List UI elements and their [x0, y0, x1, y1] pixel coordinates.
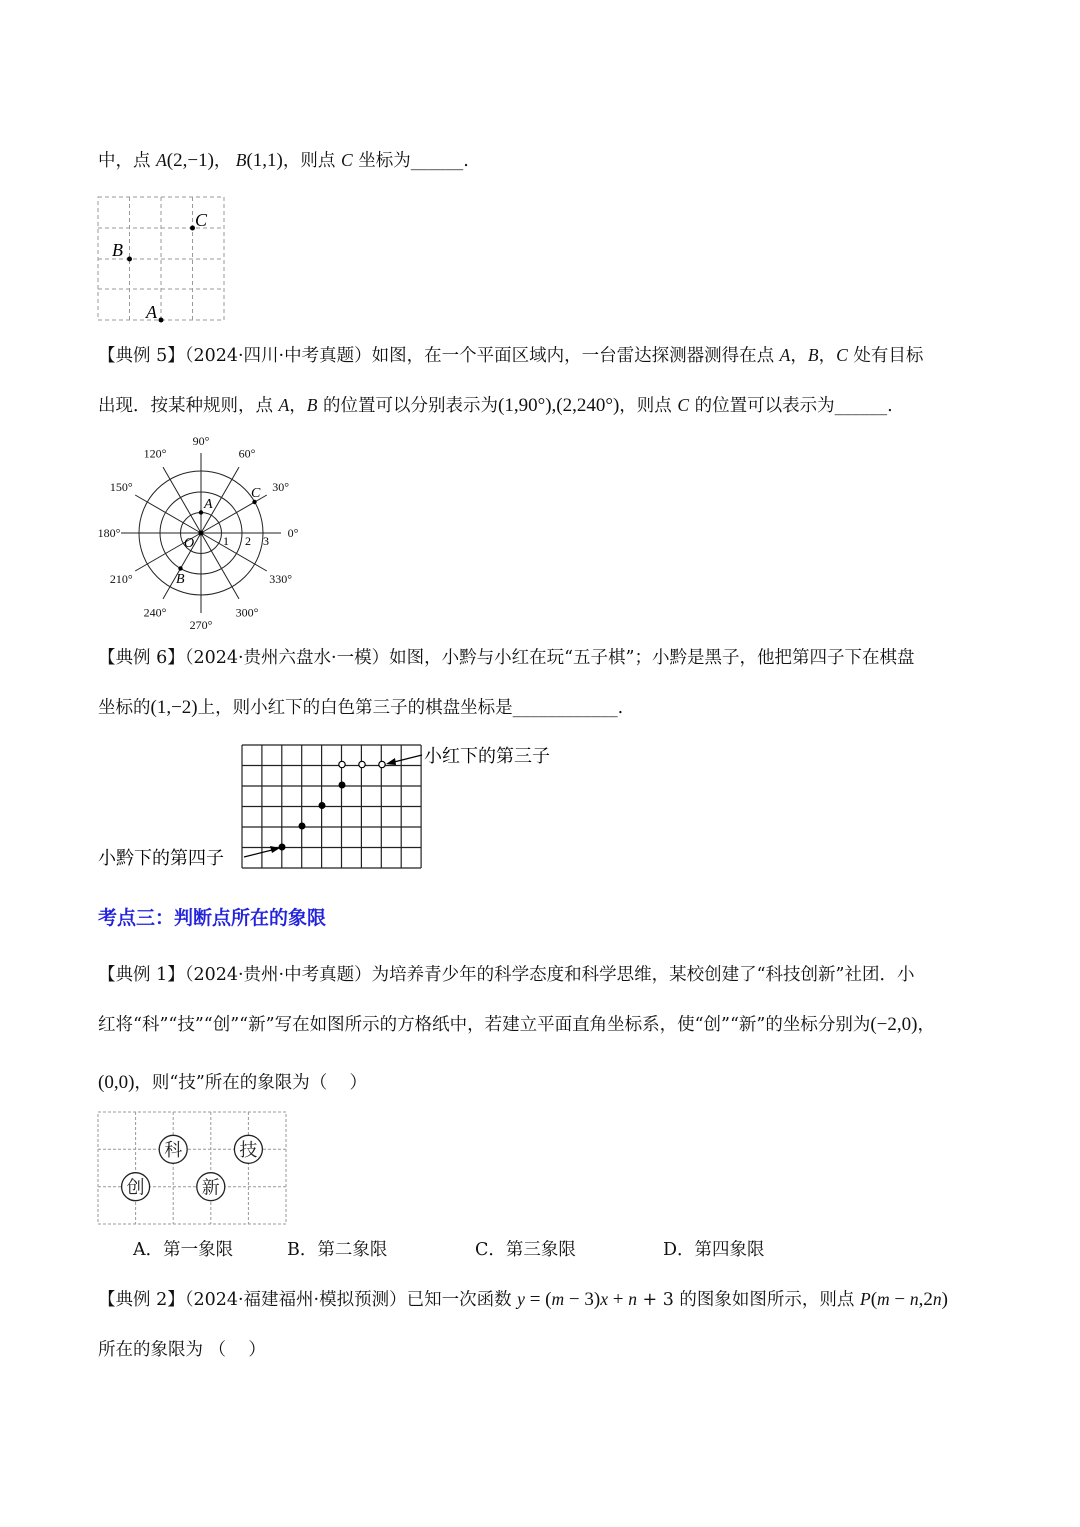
label-black-fourth: 小黔下的第四子 [98, 848, 224, 868]
math-variable: B [807, 345, 819, 365]
label-white-third: 小红下的第三子 [424, 746, 550, 766]
angle-label: 330° [269, 572, 293, 586]
math-expression: (0,0) [98, 1072, 135, 1093]
polar-label-a: A [204, 497, 213, 512]
text-segment: 坐标的 [98, 698, 151, 718]
math-variable: C [677, 395, 690, 415]
text-segment: 坐标为______. [352, 151, 469, 171]
angle-label: 60° [238, 446, 256, 461]
angle-label: 210° [109, 572, 133, 586]
text-segment: ，则点 [282, 151, 341, 171]
angle-label: 240° [143, 605, 167, 620]
label-b: B [112, 240, 123, 260]
math-variable: m [551, 1289, 565, 1309]
math-variable: A [779, 345, 791, 365]
text-segment: 的位置可以表示为______. [689, 396, 893, 416]
text-segment: 红将“科”“技”“创”“新”写在如图所示的方格纸中，若建立平面直角坐标系，使“创”“新”的坐标分别为 [98, 1015, 871, 1035]
text-segment: 【典例 5】（2024·四川·中考真题）如图，在一个平面区域内，一台雷达探测器测得在点 [98, 346, 780, 366]
math-variable: B [306, 395, 318, 415]
math-variable: A [156, 150, 167, 170]
text-segment: ， [790, 346, 808, 366]
math-expression: ,2 [918, 1289, 933, 1310]
math-variable: n [628, 1289, 637, 1309]
angle-label: 0° [287, 526, 299, 540]
text-segment: 所在的象限为 （ ） [98, 1340, 266, 1360]
math-variable: x [600, 1289, 608, 1309]
angle-label: 150° [109, 480, 133, 494]
math-variable: y [517, 1289, 525, 1309]
math-variable: m [877, 1289, 890, 1309]
angle-label: 30° [272, 480, 290, 494]
char-ke: 科 [164, 1140, 183, 1160]
option-a[interactable]: A．第一象限 [133, 1240, 234, 1260]
text-segment: 【典例 1】（2024·贵州·中考真题）为培养青少年的科学态度和科学思维，某校创建了“科技创新”社团．小 [98, 965, 915, 985]
option-b[interactable]: B．第二象限 [287, 1240, 388, 1260]
text-segment: 的位置可以分别表示为 [317, 396, 499, 416]
math-expression: + [607, 1289, 629, 1310]
angle-label: 300° [235, 605, 259, 620]
math-variable: n [932, 1289, 942, 1309]
option-c[interactable]: C．第三象限 [475, 1240, 576, 1260]
text-segment: ， [213, 151, 232, 171]
math-variable: C [836, 345, 848, 365]
polar-label-c: C [251, 486, 261, 501]
math-expression: ) [941, 1289, 948, 1310]
ring-label-1: 1 [223, 534, 229, 548]
math-expression: (1,−2) [150, 697, 198, 718]
text-segment: ，则点 [619, 396, 678, 416]
math-variable: B [231, 150, 247, 170]
text-segment: 【典例 6】（2024·贵州六盘水·一模）如图，小黔与小红在玩“五子棋”；小黔是黑子，他把第四子下在棋盘 [98, 648, 915, 668]
label-c: C [195, 210, 208, 230]
math-expression: = ( [524, 1289, 552, 1310]
text-segment: ， [289, 396, 307, 416]
text-segment: 上，则小红下的白色第三子的棋盘坐标是____________. [197, 698, 624, 718]
math-variable: n [909, 1289, 919, 1309]
math-expression: − 3) [564, 1289, 601, 1310]
char-ji: 技 [239, 1140, 258, 1160]
angle-label: 270° [189, 618, 213, 632]
label-a: A [146, 302, 157, 322]
text-segment: + 3 的图象如图所示，则点 [636, 1290, 860, 1310]
angle-label: 120° [143, 446, 167, 461]
math-variable: P [860, 1289, 871, 1309]
char-xin: 新 [201, 1177, 220, 1198]
math-variable: A [278, 395, 290, 415]
polar-label-o: O [184, 536, 195, 551]
math-expression: − [889, 1289, 910, 1310]
char-chuang: 创 [126, 1177, 145, 1198]
text-segment: 【典例 2】（2024·福建福州·模拟预测）已知一次函数 [98, 1290, 518, 1310]
section-heading: 考点三：判断点所在的象限 [98, 907, 327, 929]
text-segment: ，则“技”所在的象限为（ ） [134, 1073, 368, 1093]
text-segment: 出现．按某种规则，点 [98, 396, 279, 416]
math-expression: (−2,0) [870, 1014, 918, 1035]
text-segment: ， [917, 1015, 935, 1035]
math-expression: ( [870, 1289, 878, 1310]
text-segment: 中，点 [98, 151, 157, 171]
text-segment: 处有目标 [847, 346, 924, 366]
ring-label-2: 2 [245, 534, 251, 548]
option-d[interactable]: D．第四象限 [663, 1240, 765, 1260]
polar-label-b: B [176, 572, 185, 587]
text-segment: ， [818, 346, 837, 366]
math-expression: (2,−1) [166, 150, 214, 171]
math-variable: C [340, 150, 353, 170]
angle-label: 180° [97, 526, 121, 540]
ring-label-3: 3 [263, 534, 269, 548]
angle-label: 90° [192, 434, 210, 448]
math-expression: (1,90°),(2,240°) [498, 395, 620, 416]
math-expression: (1,1) [246, 150, 283, 171]
